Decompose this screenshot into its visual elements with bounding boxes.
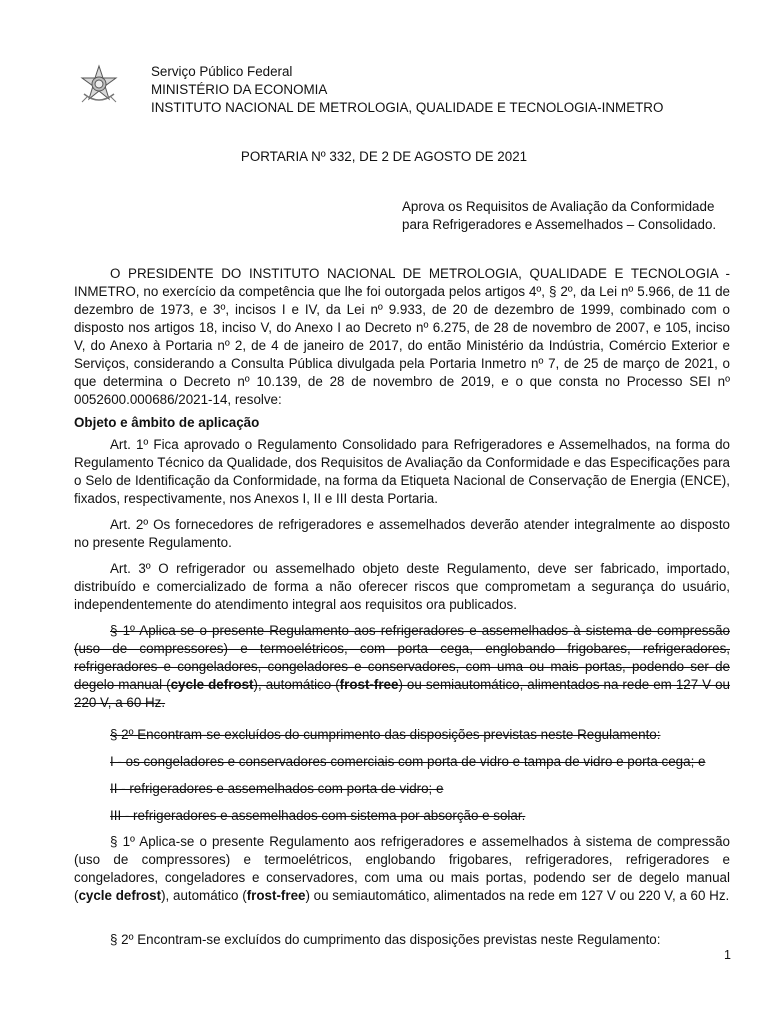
header-line-institute: INSTITUTO NACIONAL DE METROLOGIA, QUALIDADE E TECNOLOGIA-INMETRO [151, 100, 664, 115]
current-par1-text-a: § 1º Aplica-se o presente Regulamento aos refrigeradores e assemelhados à sistema de compressão (uso de compressores) e termoelétricos, englobando frigobares, refrigeradores, refrigeradores e congeladores, congeladores e conservadores, com uma ou mais portas, podendo ser de degelo manual ( [74, 834, 730, 903]
article-2: Art. 2º Os fornecedores de refrigeradores e assemelhados deverão atender integralmente ao disposto no presente Regulamento. [74, 517, 730, 550]
revoked-par1-text-a: § 1º Aplica-se o presente Regulamento aos refrigeradores e assemelhados à sistema de compressão (uso de compressores) e termoelétricos, com porta cega, englobando frigobares, refrigeradores, refrigeradores e congeladores, congeladores e conservadores, com uma ou mais portas, podendo ser de degelo manual ( [74, 623, 730, 692]
ementa-line-1: Aprova os Requisitos de Avaliação da Conformidade [402, 199, 715, 214]
revoked-par1-bold-cycle-defrost: cycle defrost [170, 677, 254, 692]
preamble-paragraph: O PRESIDENTE DO INSTITUTO NACIONAL DE METROLOGIA, QUALIDADE E TECNOLOGIA - INMETRO, no exercício da competência que lhe foi outorgada pelos artigos 4º, § 2º, da Lei nº 5.966, de 11 de dezembro de 1973, e 3º, incisos I e IV, da Lei nº 9.933, de 20 de dezembro de 1999, combinado com o disposto nos artigos 18, inciso V, do Anexo I ao Decreto nº 6.275, de 28 de novembro de 2007, e 105, inciso V, do Anexo à Portaria nº 2, de 4 de janeiro de 2017, do então Ministério da Indústria, Comércio Exterior e Serviços, considerando a Consulta Pública divulgada pela Portaria Inmetro nº 7, de 25 de março de 2021, o que determina o Decreto nº 10.139, de 28 de novembro de 2019, e o que consta no Processo SEI nº 0052600.000686/2021-14, resolve: [74, 266, 730, 407]
current-par1-bold-frost-free: frost-free [246, 888, 306, 903]
document-body [74, 265, 730, 949]
revoked-par1-text-b: ), automático ( [253, 677, 340, 692]
revoked-paragraph-1 [74, 622, 730, 712]
header-line-federal-service: Serviço Público Federal [151, 64, 293, 79]
brazil-coat-of-arms-icon [78, 64, 120, 106]
document-header [151, 63, 663, 117]
article-3: Art. 3º O refrigerador ou assemelhado objeto deste Regulamento, deve ser fabricado, importado, distribuído e comercializado de forma a não oferecer riscos que comprometam a segurança do usuário, independentemente do atendimento integral aos requisitos ora publicados. [74, 561, 730, 612]
current-par1-text-b: ), automático ( [161, 888, 247, 903]
revoked-paragraph-2: § 2º Encontram-se excluídos do cumprimento das disposições previstas neste Regulamento: [110, 727, 661, 742]
revoked-item-3: III - refrigeradores e assemelhados com sistema por absorção e solar. [110, 808, 526, 823]
current-par1-text-c: ) ou semiautomático, alimentados na rede em 127 V ou 220 V, a 60 Hz. [305, 888, 730, 903]
revoked-item-1: I - os congeladores e conservadores comerciais com porta de vidro e tampa de vidro e porta cega; e [110, 754, 706, 769]
current-paragraph-1 [74, 833, 730, 905]
revoked-par1-bold-frost-free: frost-free [339, 677, 399, 692]
article-1: Art. 1º Fica aprovado o Regulamento Consolidado para Refrigeradores e Assemelhados, na forma do Regulamento Técnico da Qualidade, dos Requisitos de Avaliação da Conformidade e das Especificações para o Selo de Identificação da Conformidade, na forma da Etiqueta Nacional de Conservação de Energia (ENCE), fixados, respectivamente, nos Anexos I, II e III desta Portaria. [74, 437, 730, 506]
section-heading: Objeto e âmbito de aplicação [74, 415, 260, 430]
revoked-item-2: II - refrigeradores e assemelhados com porta de vidro; e [110, 781, 444, 796]
revoked-par1-text-c: ) ou semiautomático, alimentados na rede em 127 V ou 220 V, a 60 Hz. [74, 677, 731, 710]
current-paragraph-2: § 2º Encontram-se excluídos do cumprimento das disposições previstas neste Regulamento: [110, 932, 661, 947]
header-line-ministry: MINISTÉRIO DA ECONOMIA [151, 82, 328, 97]
ementa [402, 198, 716, 234]
page-number: 1 [724, 948, 731, 962]
portaria-title: PORTARIA Nº 332, DE 2 DE AGOSTO DE 2021 [240, 149, 528, 164]
ementa-line-2: para Refrigeradores e Assemelhados – Consolidado. [402, 217, 717, 232]
current-par1-bold-cycle-defrost: cycle defrost [78, 888, 162, 903]
